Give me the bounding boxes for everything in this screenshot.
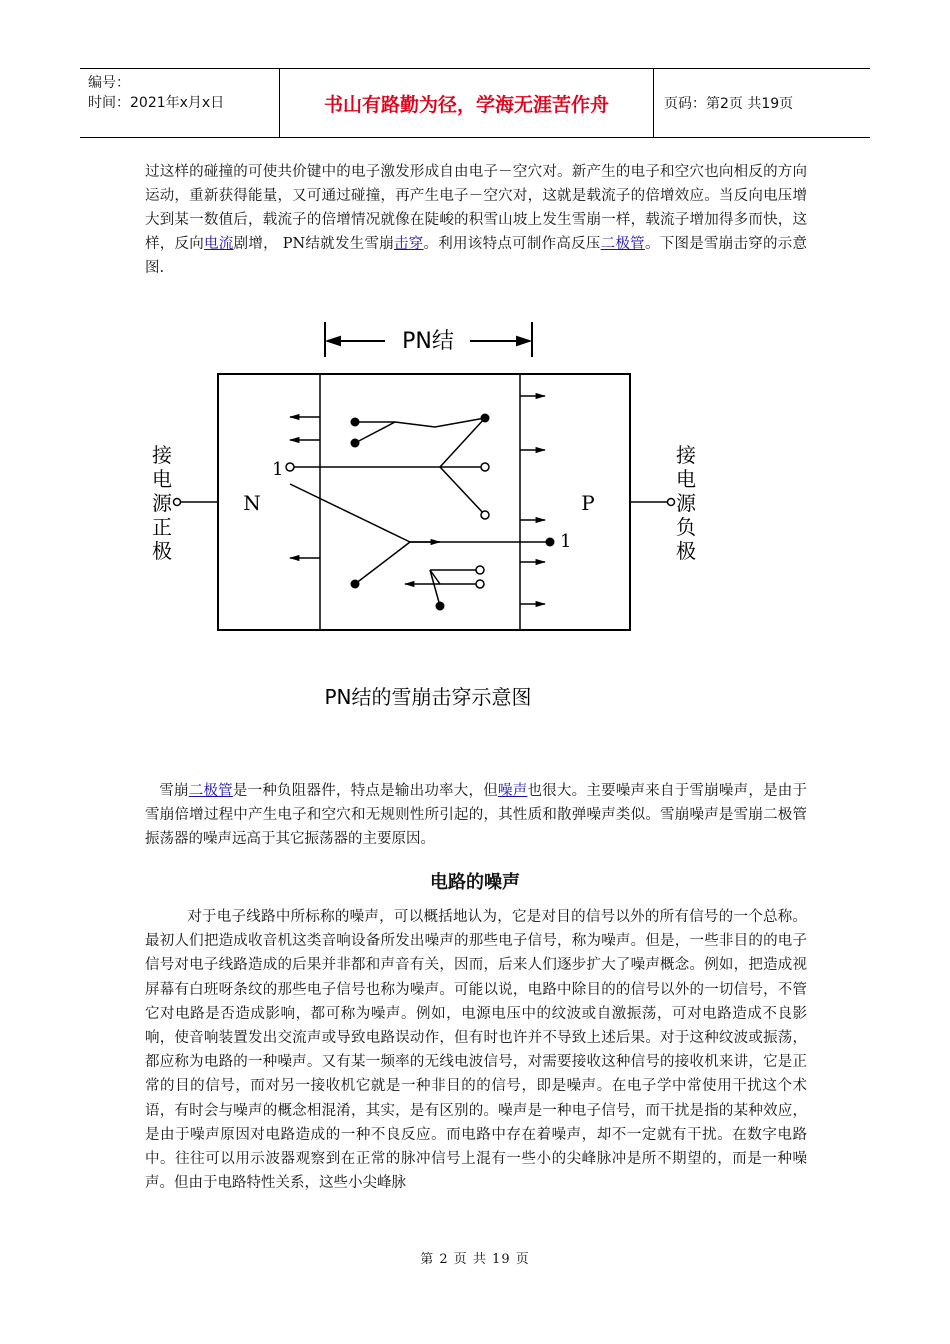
avalanche-breakdown-diagram <box>140 312 710 712</box>
link-noise[interactable]: 噪声 <box>497 783 528 799</box>
page-header <box>80 68 870 138</box>
right-terminal-label: 接电源负极 <box>676 443 696 563</box>
n-region-label: N <box>243 491 261 515</box>
para1-text-1: 过这样的碰撞的可使共价键中的电子激发形成自由电子－空穴对。新产生的电子和空穴也向相反的方向运动，重新获得能量，又可通过碰撞，再产生电子－空穴对，这就是载流子的倍增效应。当反向电压增大到某一数值后，载流子的倍增情况就像在陡峻的积雪山坡上发生雪崩一样，载流子增加得多而快，这样，反向 <box>145 164 807 252</box>
para2-text-3: 也很大。主要噪声来自于雪崩噪声，是由于雪崩倍增过程中产生电子和空穴和无规则性所引起的，其性质和散弹噪声类似。雪崩噪声是雪崩二极管振荡器的噪声远高于其它振荡器的主要原因。 <box>145 783 808 847</box>
figure-caption: PN结的雪崩击穿示意图 <box>324 685 532 709</box>
para2-text-2: 是一种负阻器件，特点是输出功率大，但 <box>232 783 498 799</box>
header-number-label: 编号： <box>88 75 130 91</box>
header-time-label: 时间：2021年x月x日 <box>88 95 225 111</box>
marker-right: 1 <box>560 531 572 552</box>
p-region-label: P <box>581 491 595 515</box>
page-footer: 第 2 页 共 19 页 <box>420 1252 530 1267</box>
paragraph-circuit-noise <box>145 905 807 1195</box>
link-diode[interactable]: 二极管 <box>600 236 645 252</box>
header-motto: 书山有路勤为径，学海无涯苦作舟 <box>280 69 654 137</box>
left-terminal-label: 接电源正极 <box>152 443 172 563</box>
paragraph-avalanche-intro <box>145 160 807 280</box>
para1-text-3: 。利用该特点可制作高反压 <box>423 236 601 252</box>
header-page-info: 页码：第2页 共19页 <box>664 96 794 112</box>
pn-junction-label: PN结 <box>402 329 454 354</box>
para2-text-1: 雪崩 <box>159 783 189 799</box>
marker-left: 1 <box>272 459 284 480</box>
header-meta <box>80 69 280 137</box>
para1-text-4: 。下图是雪崩击穿的示意图. <box>145 236 808 276</box>
paragraph-avalanche-diode <box>145 779 807 851</box>
link-breakdown[interactable]: 击穿 <box>394 236 424 252</box>
link-current[interactable]: 电流 <box>204 236 234 252</box>
para1-text-2: 剧增， PN结就发生雪崩 <box>233 236 394 252</box>
link-diode-2[interactable]: 二极管 <box>188 783 233 799</box>
section-heading: 电路的噪声 <box>430 872 520 893</box>
para3-text: 对于电子线路中所标称的噪声，可以概括地认为，它是对目的信号以外的所有信号的一个总称。最初人们把造成收音机这类音响设备所发出噪声的那些电子信号，称为噪声。但是，一些非目的的电子信号对电子线路造成的后果并非都和声音有关，因而，后来人们逐步扩大了噪声概念。例如，把造成视屏幕有白班呀条纹的那些电子信号也称为噪声。可能以说，电路中除目的的信号以外的一切信号，不管它对电路是否造成影响，都可称为噪声。例如，电源电压中的纹波或自激振荡，可对电路造成不良影响，使音响装置发出交流声或导致电路误动作，但有时也许并不导致上述后果。对于这种纹波或振荡，都应称为电路的一种噪声。又有某一频率的无线电波信号，对需要接收这种信号的接收机来讲，它是正常的目的信号，而对另一接收机它就是一种非目的的信号，即是噪声。在电子学中常使用干扰这个术语，有时会与噪声的概念相混淆，其实，是有区别的。噪声是一种电子信号，而干扰是指的某种效应，是由于噪声原因对电路造成的一种不良反应。而电路中存在着噪声，却不一定就有干扰。在数字电路中。往往可以用示波器观察到在正常的脉冲信号上混有一些小的尖峰脉冲是所不期望的，而是一种噪声。但由于电路特性关系，这些小尖峰脉 <box>145 909 807 1192</box>
